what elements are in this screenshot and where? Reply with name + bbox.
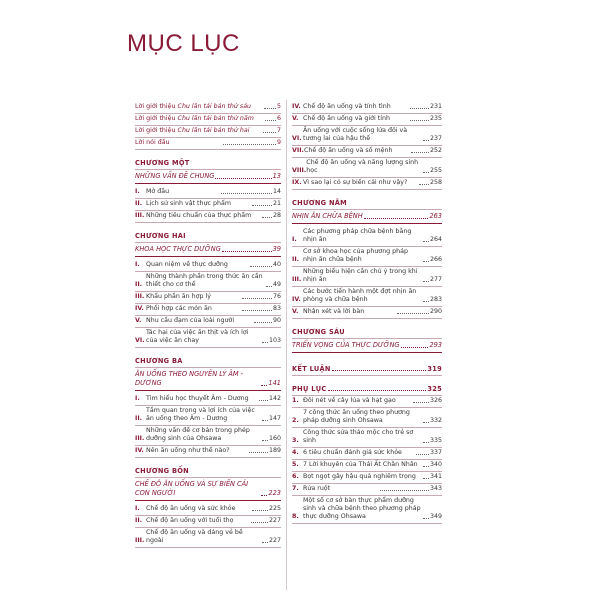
entry-page: 266 (429, 256, 442, 263)
chapter-4 (135, 458, 281, 548)
entry-page: 103 (268, 337, 281, 344)
chapter-label: CHƯƠNG SÁU (292, 319, 442, 339)
entry-title: Bọt ngọt gây hậu quả nghiêm trọng (303, 473, 416, 480)
leader-dots (423, 140, 429, 141)
chapter-2 (135, 223, 281, 348)
toc-entry[interactable] (292, 428, 442, 448)
entry-title: Cơ sở khoa học của phương pháp nhịn ăn chữa bệnh (303, 248, 409, 263)
toc-entry[interactable] (135, 516, 281, 528)
chapter-4-continued (292, 102, 442, 190)
entry-number: III. (135, 212, 145, 219)
entry-number: IV. (292, 103, 301, 110)
entry-title: Nhận xét và lời bàn (303, 308, 365, 315)
entry-title: Mở đầu (146, 188, 170, 195)
entry-number: II. (135, 200, 143, 207)
leader-dots (423, 422, 429, 423)
chapter-label: CHƯƠNG BỐN (135, 458, 281, 478)
entry-title-text: Lời giới thiệu (135, 103, 178, 110)
entry-title: Công thức sửa thảo mộc cho trẻ sơ sinh (303, 429, 414, 444)
entry-page: 227 (268, 537, 281, 544)
entry-number: III. (135, 435, 145, 442)
leader-dots (221, 193, 272, 194)
conclusion (292, 356, 442, 376)
entry-page: 49 (272, 281, 281, 288)
chapter-title[interactable] (292, 339, 442, 353)
chapter-title[interactable] (292, 210, 442, 224)
entry-title-italic: Chu lăn tái bản thứ sáu (177, 103, 252, 110)
entry-page: 335 (429, 437, 442, 444)
leader-dots (416, 454, 429, 455)
leader-dots (401, 347, 429, 348)
leader-dots (252, 205, 272, 206)
entry-title: Ăn uống với cuộc sống lứa đôi và tương lai của hậu thế (303, 127, 408, 142)
entry-title: 7 công thức ăn uống theo phương pháp dưỡng sinh Ohsawa (303, 409, 410, 424)
entry-number: IV. (292, 296, 301, 303)
entry-number: I. (135, 505, 140, 512)
entry-number: I. (292, 236, 297, 243)
entry-page: 290 (429, 308, 442, 315)
chapter-6 (292, 319, 442, 353)
leader-dots (364, 218, 429, 219)
entry-title: Phối hợp các món ăn (146, 305, 212, 312)
column-divider (286, 100, 287, 590)
entry-number: V. (135, 317, 142, 324)
entry-number: 6. (292, 473, 299, 480)
entry-title: Chế độ ăn uống với tuổi thọ (146, 517, 234, 524)
chapter-label: CHƯƠNG BA (135, 348, 281, 368)
entry-title: Quan niệm về thực dưỡng (146, 261, 228, 268)
entry-page: 264 (429, 236, 442, 243)
entry-page: 252 (429, 147, 442, 154)
section-heading[interactable] (292, 356, 442, 376)
entry-title: Các phương pháp chữa bệnh bằng nhịn ăn (303, 228, 412, 243)
entry-page: 7 (276, 127, 281, 134)
toc-entry[interactable] (135, 260, 281, 272)
entry-title: Chế độ ăn uống và giới tính (303, 115, 390, 122)
toc-entry[interactable] (292, 158, 442, 178)
chapter-page: 141 (268, 379, 281, 387)
entry-title-italic: Chu lăn tái bản thứ hai (177, 127, 250, 134)
entry-title: Chế độ ăn uống và sức khỏe (146, 505, 236, 512)
entry-page: 40 (273, 261, 282, 268)
chapter-label: CHƯƠNG HAI (135, 223, 281, 243)
entry-title: Đôi nét về cây lúa và hạt gạo (303, 397, 396, 404)
entry-title: Nhu cầu đạm của loài người (146, 317, 235, 324)
leader-dots (265, 120, 276, 121)
entry-title (135, 127, 262, 135)
entry-number: II. (135, 415, 143, 422)
entry-page: 9 (277, 139, 282, 146)
chapter-title-text: CHẾ ĐỘ ĂN UỐNG VÀ SỰ BIẾN CẢI CON NGƯỜI (135, 480, 249, 497)
entry-title: Tìm hiểu học thuyết Âm - Dương (146, 395, 249, 402)
entry-number: IV. (135, 305, 144, 312)
entry-page: 21 (272, 200, 281, 207)
toc-entry[interactable] (135, 304, 281, 316)
entry-title: Khẩu phần ăn hợp lý (146, 293, 211, 300)
leader-dots (259, 400, 268, 401)
entry-page: 349 (429, 513, 442, 520)
leader-dots (423, 301, 429, 302)
entry-page: 28 (273, 212, 282, 219)
entry-number: V. (292, 115, 299, 122)
entry-title: Tầm quan trọng và lợi ích của việc ăn uống theo Âm - Dương (146, 407, 255, 422)
entry-page: 341 (429, 473, 442, 480)
leader-dots (263, 132, 276, 133)
entry-number: II. (135, 517, 143, 524)
entry-page: 255 (429, 167, 442, 174)
leader-dots (410, 108, 429, 109)
chapter-label: CHƯƠNG NĂM (292, 190, 442, 210)
section-heading[interactable] (292, 376, 442, 396)
entry-page: 76 (272, 293, 281, 300)
leader-dots (261, 495, 267, 496)
toc-entry[interactable] (292, 102, 442, 114)
intro-section (135, 102, 281, 150)
entry-number: III. (135, 537, 145, 544)
entry-number: IX. (292, 179, 302, 186)
leader-dots (423, 466, 429, 467)
chapter-1 (135, 150, 281, 223)
toc-entry[interactable] (292, 126, 442, 146)
chapter-title-text: TRIỂN VỌNG CỦA THỰC DƯỠNG (292, 341, 400, 349)
leader-dots (250, 266, 272, 267)
leader-dots (252, 510, 268, 511)
section-page: 325 (427, 385, 442, 393)
entry-title (135, 139, 222, 147)
entry-number: VI. (135, 337, 145, 344)
toc-entry[interactable] (135, 406, 281, 426)
entry-title: Các bước tiến hành một đợt nhịn ăn phòng và chữa bệnh (303, 288, 417, 303)
entry-page: 326 (429, 397, 442, 404)
entry-number: VIII. (292, 167, 307, 174)
chapter-title-text: NHỊN ĂN CHỮA BỆNH (292, 212, 363, 220)
entry-title: Những biểu hiện cần chú ý trong khi nhịn ăn (303, 268, 418, 283)
chapter-label: CHƯƠNG MỘT (135, 150, 281, 170)
entry-title: 7 Lời khuyên của Thái Ất Chân Nhân (303, 461, 418, 468)
toc-entry[interactable] (292, 114, 442, 126)
chapter-title-text: KHOA HỌC THỰC DƯỠNG (135, 245, 221, 253)
chapter-page: 13 (272, 172, 281, 180)
entry-number: III. (135, 293, 145, 300)
entry-page: 5 (276, 103, 281, 110)
toc-entry[interactable] (292, 146, 442, 158)
toc-right-column (292, 102, 442, 524)
chapter-page: 39 (272, 245, 281, 253)
entry-number: I. (135, 188, 140, 195)
entry-title: 6 tiêu chuẩn đánh giá sức khỏe (303, 449, 402, 456)
entry-title-italic: Chu lăn tái bản thứ năm (177, 115, 254, 122)
entry-title-text: Lời nói đầu (135, 139, 170, 146)
leader-dots (262, 542, 268, 543)
entry-page: 332 (429, 417, 442, 424)
leader-dots (423, 241, 429, 242)
entry-title: Chế độ ăn uống và dáng vẻ bề ngoài (146, 529, 243, 544)
toc-entry[interactable] (292, 448, 442, 460)
toc-entry[interactable] (292, 178, 442, 190)
entry-page: 343 (429, 485, 443, 492)
entry-number: V. (292, 308, 299, 315)
toc-entry[interactable] (292, 247, 442, 267)
entry-number: 8. (292, 513, 299, 520)
toc-left-column (135, 102, 281, 548)
toc-entry[interactable] (292, 227, 442, 247)
leader-dots (380, 490, 429, 491)
toc-entry[interactable] (135, 114, 281, 126)
entry-number: VI. (292, 135, 302, 142)
leader-dots (262, 440, 268, 441)
leader-dots (419, 184, 429, 185)
leader-dots (423, 261, 429, 262)
entry-page: 235 (429, 115, 442, 122)
entry-number: 2. (292, 417, 299, 424)
leader-dots (254, 322, 272, 323)
entry-title: Tác hại của việc ăn thịt và ích lợi của việc ăn chay (146, 329, 249, 344)
entry-page: 340 (429, 461, 442, 468)
leader-dots (423, 281, 429, 282)
entry-page: 147 (268, 415, 281, 422)
toc-entry[interactable] (292, 396, 442, 408)
section-page: 319 (427, 365, 442, 373)
toc-entry[interactable] (135, 211, 281, 223)
entry-number: 4. (292, 449, 299, 456)
leader-dots (411, 152, 429, 153)
toc-entry[interactable] (135, 446, 281, 458)
leader-dots (266, 286, 272, 287)
entry-page: 237 (429, 135, 442, 142)
entry-number: VII. (292, 147, 304, 154)
leader-dots (242, 310, 272, 311)
entry-title: Một số cơ sở bàn thực phẩm dưỡng sinh và chữa bệnh theo phương pháp thực dưỡng Ohsawa (303, 497, 421, 520)
entry-title: Lịch sử sinh vật thực phẩm (146, 200, 231, 207)
leader-dots (249, 452, 268, 453)
toc-entry[interactable] (135, 328, 281, 348)
chapter-title[interactable] (135, 478, 281, 501)
chapter-page: 263 (429, 212, 442, 220)
entry-page: 189 (268, 447, 281, 454)
chapter-page: 293 (429, 341, 442, 349)
chapter-3 (135, 348, 281, 458)
leader-dots (423, 442, 429, 443)
toc-entry[interactable] (292, 472, 442, 484)
entry-title: Những vấn đề cơ bản trong phép dưỡng sinh của Ohsawa (146, 427, 250, 442)
entry-page: 14 (272, 188, 281, 195)
toc-entry[interactable] (292, 287, 442, 307)
toc-entry[interactable] (135, 528, 281, 548)
leader-dots (262, 217, 272, 218)
toc-entry[interactable] (135, 102, 281, 114)
leader-dots (332, 370, 427, 371)
entry-title (135, 115, 264, 123)
leader-dots (223, 144, 276, 145)
entry-title: Nên ăn uống như thế nào? (146, 447, 230, 454)
section-title: PHỤ LỤC (292, 385, 327, 393)
entry-number: II. (135, 281, 143, 288)
entry-number: I. (135, 395, 140, 402)
entry-page: 337 (429, 449, 442, 456)
toc-entry[interactable] (292, 496, 442, 524)
toc-entry[interactable] (292, 307, 442, 319)
toc-entry[interactable] (135, 199, 281, 211)
toc-entry[interactable] (135, 426, 281, 446)
leader-dots (261, 385, 267, 386)
toc-entry[interactable] (135, 394, 281, 406)
entry-title (135, 103, 263, 111)
entry-title-text: Lời giới thiệu (135, 115, 178, 122)
leader-dots (397, 313, 429, 314)
toc-entry[interactable] (292, 408, 442, 428)
leader-dots (423, 518, 429, 519)
leader-dots (222, 251, 272, 252)
entry-number: 1. (292, 397, 299, 404)
entry-number: 5. (292, 461, 299, 468)
chapter-page: 223 (268, 489, 281, 497)
entry-number: 7. (292, 485, 299, 492)
entry-page: 225 (268, 505, 281, 512)
toc-entry[interactable] (292, 267, 442, 287)
entry-page: 227 (268, 517, 282, 524)
entry-title: Rửa ruột (303, 485, 331, 492)
page-title: MỤC LỤC (127, 30, 240, 57)
entry-number: IV. (135, 447, 144, 454)
chapter-title[interactable] (135, 368, 281, 391)
chapter-title-text: NHỮNG VẤN ĐỀ CHUNG (135, 172, 215, 180)
toc-entry[interactable] (292, 484, 442, 496)
section-title: KẾT LUẬN (292, 365, 331, 373)
entry-page: 231 (429, 103, 443, 110)
leader-dots (328, 390, 427, 391)
chapter-title[interactable] (135, 170, 281, 184)
appendix (292, 376, 442, 524)
leader-dots (264, 108, 276, 109)
chapter-title-text: ĂN UỐNG THEO NGUYÊN LÝ ÂM - DƯƠNG (135, 370, 244, 387)
entry-number: III. (292, 276, 302, 283)
entry-title: Chế độ ăn uống và tính tình (303, 103, 391, 110)
entry-number: II. (292, 256, 300, 263)
entry-page: 160 (268, 435, 281, 442)
leader-dots (423, 172, 429, 173)
entry-title: Chế độ ăn uống và năng lượng sinh học (306, 159, 419, 174)
entry-page: 83 (272, 305, 281, 312)
toc-entry[interactable] (135, 126, 281, 138)
leader-dots (215, 178, 271, 179)
leader-dots (423, 478, 429, 479)
toc-entry[interactable] (135, 504, 281, 516)
leader-dots (413, 402, 429, 403)
entry-number: 3. (292, 437, 299, 444)
toc-entry[interactable] (135, 316, 281, 328)
entry-title: Chế độ ăn uống và số mệnh (303, 147, 393, 154)
entry-page: 90 (272, 317, 281, 324)
leader-dots (410, 120, 429, 121)
entry-title: Những tiêu chuẩn của thực phẩm (146, 212, 252, 219)
leader-dots (242, 298, 272, 299)
entry-page: 142 (268, 395, 282, 402)
entry-title-text: Lời giới thiệu (135, 127, 178, 134)
toc-entry[interactable] (135, 187, 281, 199)
leader-dots (251, 522, 268, 523)
toc-entry[interactable] (135, 138, 281, 150)
entry-number: I. (135, 261, 140, 268)
toc-entry[interactable] (292, 460, 442, 472)
toc-entry[interactable] (135, 272, 281, 292)
entry-page: 283 (429, 296, 442, 303)
toc-entry[interactable] (135, 292, 281, 304)
entry-page: 277 (429, 276, 442, 283)
chapter-5 (292, 190, 442, 319)
entry-page: 6 (276, 115, 281, 122)
chapter-title[interactable] (135, 243, 281, 257)
leader-dots (262, 342, 268, 343)
entry-title: Những thành phần trong thức ăn cần thiết cho cơ thể (146, 273, 263, 288)
leader-dots (262, 420, 268, 421)
entry-page: 258 (429, 179, 443, 186)
entry-title: Vì sao lại có sự biến cải như vậy? (303, 179, 408, 186)
